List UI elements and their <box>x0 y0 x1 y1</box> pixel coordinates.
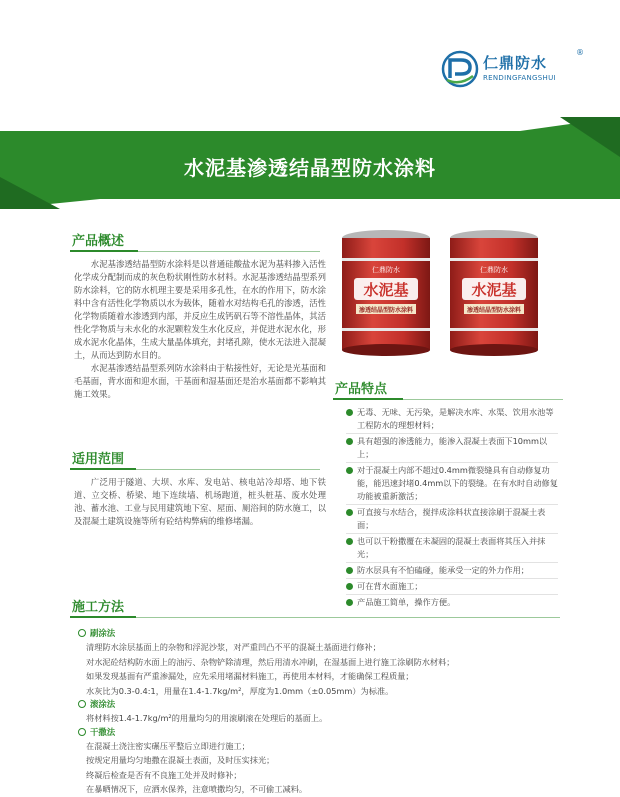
overview-text <box>74 258 326 401</box>
bullet-icon <box>346 583 353 590</box>
feature-item: 可在背水面施工； <box>346 580 558 593</box>
registered-mark: ® <box>576 48 584 57</box>
method-line: 清理防水涂层基面上的杂物和浮泥沙浆，对严重凹凸不平的混凝土基面进行修补； <box>86 642 381 652</box>
bucket-2-sub-label: 渗透结晶型防水涂料 <box>466 307 522 314</box>
method-section-title: 干撒法 <box>78 726 558 739</box>
scope-heading: 适用范围 <box>70 448 320 467</box>
method-line: 如果发现基面有严重渗漏处，应先采用堵漏材料施工，再使用本材料，才能确保工程质量； <box>86 671 414 681</box>
method-line: 终凝后检查是否有不良施工处并及时修补； <box>86 769 242 780</box>
method-line: 在混凝土浇注密实碾压平整后立即进行施工； <box>86 740 250 751</box>
overview-paragraph-2: 水泥基渗透结晶型系列防水涂料由于粘接性好，无论是光基面和毛基面，背水面和迎水面，干基面和湿基面还是治水基面都不影响其施工效果。 <box>74 363 326 399</box>
feature-item: 防水层具有不怕磕碰，能承受一定的外力作用； <box>346 564 558 577</box>
method-line: 按规定用量均匀地撒在混凝土表面，及时压实抹光； <box>86 755 275 765</box>
bucket-2-brand: 仁鼎防水 <box>480 266 508 274</box>
feature-item: 产品施工简单，操作方便。 <box>346 596 558 609</box>
features-heading: 产品特点 <box>333 378 563 397</box>
bullet-icon <box>346 538 353 545</box>
features-list <box>346 406 558 612</box>
brand-logo <box>441 48 591 92</box>
feature-item: 具有超强的渗透能力，能渗入混凝土表面下10mm以上； <box>346 435 558 461</box>
bullet-icon <box>346 509 353 516</box>
brand-name: 仁鼎防水 <box>483 54 548 72</box>
feature-item: 对于混凝土内部不超过0.4mm微裂缝具有自动修复功能，能迅速封堵0.4mm以下的裂缝。在有水时自动修复功能被重新激活； <box>346 464 558 503</box>
bucket-2-big-label: 水泥基 <box>471 281 517 299</box>
check-circle-icon <box>78 629 86 637</box>
method-line: 将材料按1.4-1.7kg/m²的用量均匀的用滚刷滚在处理后的基面上。 <box>86 713 328 723</box>
method-heading: 施工方法 <box>70 596 560 615</box>
method-section-title: 滚涂法 <box>78 698 558 711</box>
feature-item: 无毒、无味、无污染，是解决水库、水渠、饮用水池等工程防水的理想材料； <box>346 406 558 432</box>
bullet-icon <box>346 567 353 574</box>
method-line: 水灰比为0.3-0.4:1，用量在1.4-1.7kg/m²，厚度为1.0mm（±0.05mm）为标准。 <box>86 685 394 696</box>
overview-heading: 产品概述 <box>70 230 320 249</box>
method-body <box>78 627 558 797</box>
bullet-icon <box>346 409 353 416</box>
feature-item: 也可以干粉撒覆在未凝固的混凝土表面将其压入并抹光； <box>346 535 558 561</box>
scope-text: 广泛用于隧道、大坝、水库、发电站、核电站冷却塔、地下铁道、立交桥、桥梁、地下连续墙、机场跑道，桩头桩基、废水处理池、蓄水池、工业与民用建筑地下室、屋面、厕浴间的防水施工，以及混凝土建筑设施等所有砼结构弊病的维修堵漏。 <box>74 477 326 526</box>
product-buckets-image <box>340 228 540 358</box>
overview-paragraph-1: 水泥基渗透结晶型防水涂料是以普通硅酸盐水泥为基料掺入活性化学成分配制而成的灰色粉状刚性防水材料。水泥基渗透结晶型系列防水涂料，它的防水机理主要是采用多孔性，在水的作用下，防水涂料中含有活性化学物质以水为载体，随着水对结构毛孔的渗透，活性化学物质随着水渗透到内部，并反应生成钙矾石等不溶性晶体，其活性化学物质与未水化的水泥颗粒发生水化反应，并促进水泥水化，形成水泥水化晶体，生成大量晶体填充，封堵孔隙，使水无法进入混凝土，从而达到防水目的。 <box>74 259 326 360</box>
brand-mark-icon <box>441 50 479 88</box>
bullet-icon <box>346 467 353 474</box>
check-circle-icon <box>78 700 86 708</box>
method-section-title: 刷涂法 <box>78 627 558 640</box>
bucket-1-brand: 仁鼎防水 <box>372 266 400 274</box>
brand-pinyin: RENDINGFANGSHUI <box>483 74 556 82</box>
bullet-icon <box>346 438 353 445</box>
method-line: 对水泥砼结构防水面上的油污、杂物铲除清理，然后用清水冲刷，在湿基面上进行施工涂刷防水材料； <box>86 656 455 667</box>
bucket-1-big-label: 水泥基 <box>363 281 409 299</box>
check-circle-icon <box>78 728 86 736</box>
feature-item: 可直接与水结合，搅拌成涂料状直接涂刷于混凝土表面； <box>346 506 558 532</box>
bucket-1-sub-label: 渗透结晶型防水涂料 <box>358 307 414 314</box>
page-title: 水泥基渗透结晶型防水涂料 <box>184 156 436 180</box>
method-line: 在暴晒情况下，应洒水保养，注意喷撒均匀，不可偷工减料。 <box>86 784 308 794</box>
